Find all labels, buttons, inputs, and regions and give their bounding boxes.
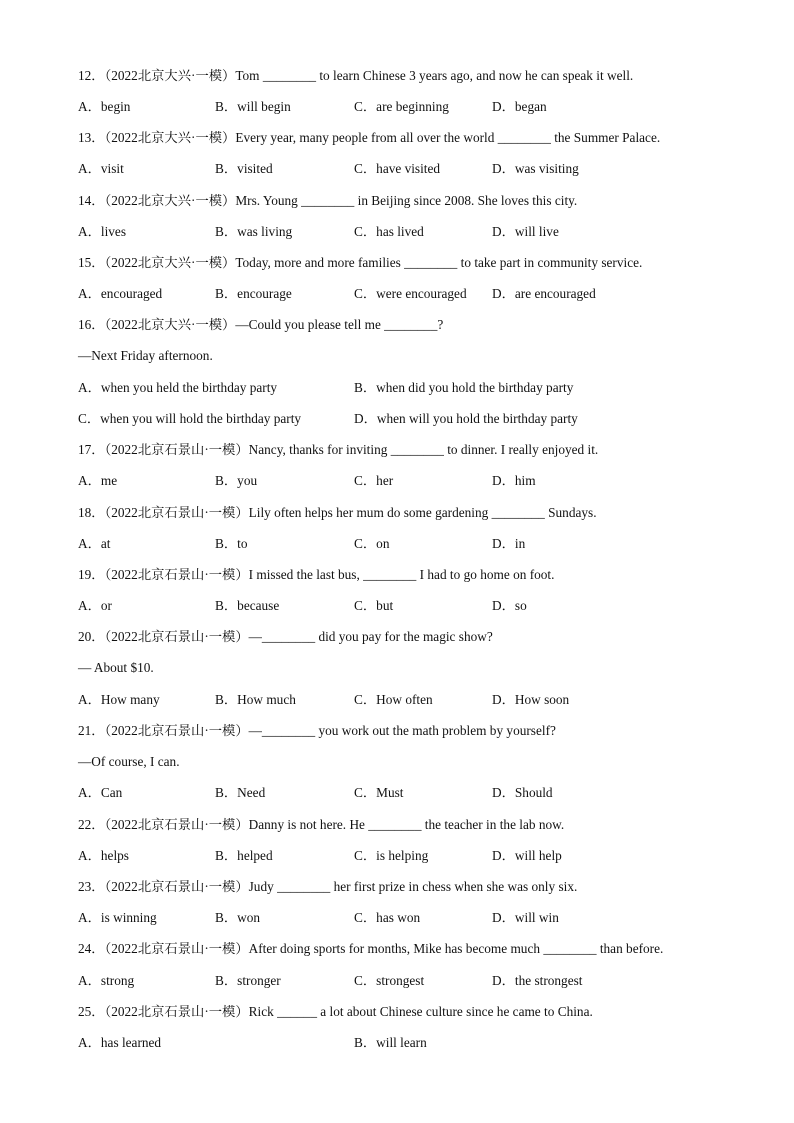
option-c: C．has lived: [354, 224, 424, 239]
option-d: D．are encouraged: [492, 286, 596, 301]
question-24-options: [78, 972, 758, 990]
option-d: D．so: [492, 598, 527, 613]
option-a: A．strong: [78, 973, 135, 988]
option-d: D．will help: [492, 848, 562, 863]
question-24-stem: 24．（2022北京石景山·一模）After doing sports for months, Mike has become much ________ than before.: [78, 941, 664, 956]
option-d: D．when will you hold the birthday party: [354, 411, 578, 426]
option-c: C．were encouraged: [354, 286, 467, 301]
question-16-options-row-1: [78, 379, 758, 397]
option-b: B．visited: [215, 161, 273, 176]
question-17-stem: 17．（2022北京石景山·一模）Nancy, thanks for inviting ________ to dinner. I really enjoyed it.: [78, 442, 599, 457]
question-19-stem: 19．（2022北京石景山·一模）I missed the last bus, ________ I had to go home on foot.: [78, 567, 555, 582]
option-d: D．will live: [492, 224, 559, 239]
question-21-options: [78, 784, 758, 802]
option-b: B．helped: [215, 848, 273, 863]
question-12-options: [78, 98, 758, 116]
question-16-options-row-2: [78, 410, 758, 428]
question-18-options: [78, 535, 758, 553]
option-c: C．is helping: [354, 848, 429, 863]
question-16-reply: —Next Friday afternoon.: [78, 348, 213, 363]
option-b: B．will begin: [215, 99, 291, 114]
option-b: B．Need: [215, 785, 266, 800]
option-c: C．has won: [354, 910, 421, 925]
option-a: A．is winning: [78, 910, 157, 925]
option-a: A．or: [78, 598, 112, 613]
option-b: B．you: [215, 473, 258, 488]
question-21-reply: —Of course, I can.: [78, 754, 180, 769]
question-18-stem: 18．（2022北京石景山·一模）Lily often helps her mum do some gardening ________ Sundays.: [78, 505, 597, 520]
option-c: C．have visited: [354, 161, 441, 176]
option-c: C．Must: [354, 785, 404, 800]
option-d: D．him: [492, 473, 536, 488]
question-17-options: [78, 472, 758, 490]
option-d: D．will win: [492, 910, 559, 925]
question-13-options: [78, 160, 758, 178]
option-a: A．has learned: [78, 1035, 162, 1050]
option-c: C．but: [354, 598, 394, 613]
option-d: D．How soon: [492, 692, 570, 707]
option-d: D．in: [492, 536, 526, 551]
option-c: C．on: [354, 536, 390, 551]
question-12-stem: 12．（2022北京大兴·一模）Tom ________ to learn Chinese 3 years ago, and now he can speak it well.: [78, 68, 634, 83]
option-b: B．encourage: [215, 286, 292, 301]
question-20-options: [78, 691, 758, 709]
option-b: B．was living: [215, 224, 293, 239]
question-23-options: [78, 909, 758, 927]
question-22-options: [78, 847, 758, 865]
question-19-options: [78, 597, 758, 615]
option-d: D．Should: [492, 785, 553, 800]
option-b: B．to: [215, 536, 248, 551]
option-a: A．Can: [78, 785, 123, 800]
option-a: A．helps: [78, 848, 129, 863]
option-b: B．when did you hold the birthday party: [354, 380, 574, 395]
question-23-stem: 23．（2022北京石景山·一模）Judy ________ her first prize in chess when she was only six.: [78, 879, 578, 894]
option-a: A．visit: [78, 161, 124, 176]
question-14-stem: 14．（2022北京大兴·一模）Mrs. Young ________ in Beijing since 2008. She loves this city.: [78, 193, 578, 208]
option-b: B．stronger: [215, 973, 281, 988]
option-a: A．me: [78, 473, 118, 488]
question-16-stem: 16．（2022北京大兴·一模）—Could you please tell me ________?: [78, 317, 444, 332]
option-b: B．because: [215, 598, 280, 613]
question-22-stem: 22．（2022北京石景山·一模）Danny is not here. He ________ the teacher in the lab now.: [78, 817, 565, 832]
option-a: A．begin: [78, 99, 131, 114]
option-c: C．are beginning: [354, 99, 449, 114]
option-a: A．How many: [78, 692, 160, 707]
option-a: A．at: [78, 536, 111, 551]
option-b: B．won: [215, 910, 261, 925]
question-14-options: [78, 223, 758, 241]
option-c: C．strongest: [354, 973, 425, 988]
question-13-stem: 13．（2022北京大兴·一模）Every year, many people from all over the world ________ the Summer Palace.: [78, 130, 661, 145]
option-d: D．the strongest: [492, 973, 583, 988]
option-c: C．How often: [354, 692, 433, 707]
question-20-reply: — About $10.: [78, 660, 154, 675]
option-b: B．will learn: [354, 1035, 427, 1050]
question-25-stem: 25．（2022北京石景山·一模）Rick ______ a lot about Chinese culture since he came to China.: [78, 1004, 593, 1019]
option-a: A．when you held the birthday party: [78, 380, 278, 395]
option-d: D．was visiting: [492, 161, 579, 176]
option-c: C．when you will hold the birthday party: [78, 411, 302, 426]
option-c: C．her: [354, 473, 394, 488]
question-20-stem: 20．（2022北京石景山·一模）—________ did you pay for the magic show?: [78, 629, 493, 644]
option-d: D．began: [492, 99, 547, 114]
option-b: B．How much: [215, 692, 296, 707]
question-21-stem: 21．（2022北京石景山·一模）—________ you work out the math problem by yourself?: [78, 723, 556, 738]
question-15-stem: 15．（2022北京大兴·一模）Today, more and more families ________ to take part in community service.: [78, 255, 643, 270]
option-a: A．lives: [78, 224, 127, 239]
question-25-options: [78, 1034, 758, 1052]
option-a: A．encouraged: [78, 286, 163, 301]
question-15-options: [78, 285, 758, 303]
